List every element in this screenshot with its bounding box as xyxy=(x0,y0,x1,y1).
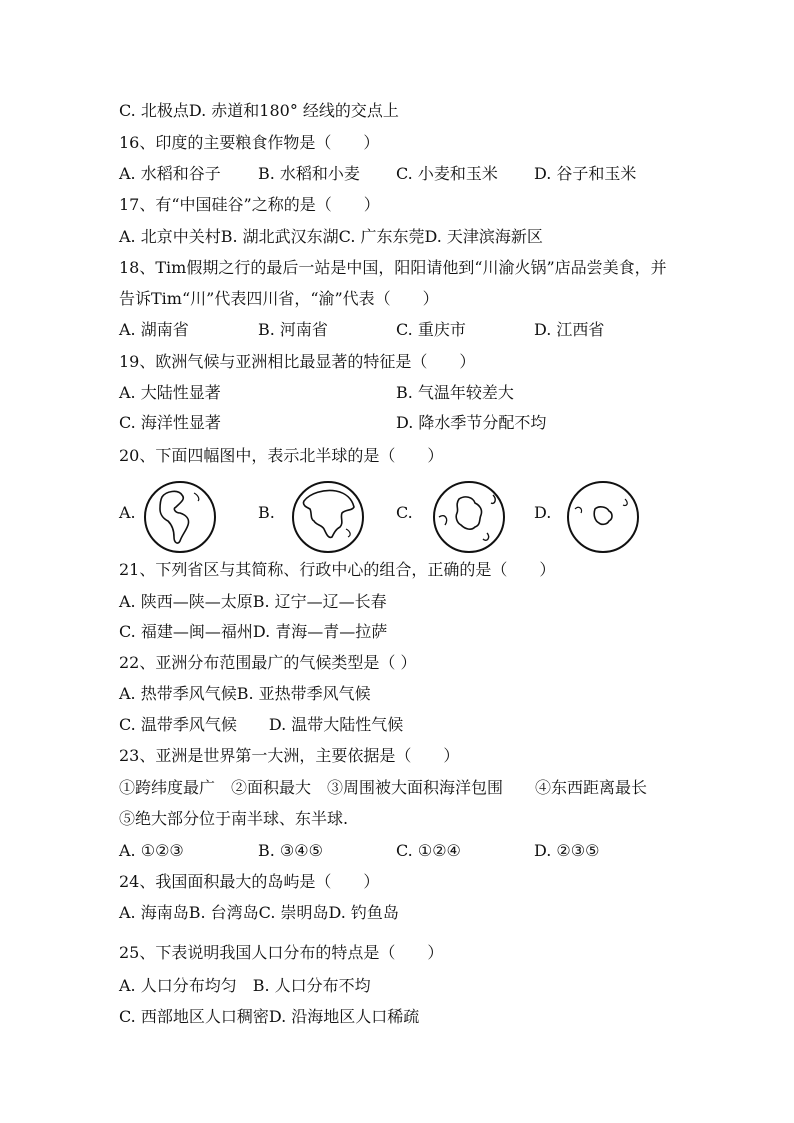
q19-stem: 19、欧洲气候与亚洲相比最显著的特征是（ ） xyxy=(119,352,476,371)
q18-option-c: C. 重庆市 xyxy=(396,320,466,339)
q23-choices-line2: ⑤绝大部分位于南半球、东半球. xyxy=(119,809,349,828)
q16-stem: 16、印度的主要粮食作物是（ ） xyxy=(119,133,380,152)
q25-stem: 25、下表说明我国人口分布的特点是（ ） xyxy=(119,943,444,962)
q18-stem-line2: 告诉Tim“川”代表四川省，“渝”代表（ ） xyxy=(119,289,439,308)
q17-stem: 17、有“中国硅谷”之称的是（ ） xyxy=(119,195,380,214)
q16-option-a: A. 水稻和谷子 xyxy=(119,164,221,183)
globe-americas-icon xyxy=(142,479,218,555)
globe-south-pole-small-icon xyxy=(565,479,641,555)
q22-options-line1: A. 热带季风气候B. 亚热带季风气候 xyxy=(119,684,371,703)
q18-stem-line1: 18、Tim假期之行的最后一站是中国，阳阳请他到“川渝火锅”店品尝美食，并 xyxy=(119,258,667,277)
q24-stem: 24、我国面积最大的岛屿是（ ） xyxy=(119,872,380,891)
q21-options-line1: A. 陕西—陕—太原B. 辽宁—辽—长春 xyxy=(119,592,387,611)
q25-options-line1: A. 人口分布均匀 B. 人口分布不均 xyxy=(119,976,371,995)
q23-option-d: D. ②③⑤ xyxy=(534,841,600,860)
q18-option-b: B. 河南省 xyxy=(258,320,328,339)
q21-stem: 21、下列省区与其简称、行政中心的组合，正确的是（ ） xyxy=(119,560,556,579)
q19-option-d: D. 降水季节分配不均 xyxy=(396,413,547,432)
q19-option-b: B. 气温年较差大 xyxy=(396,383,514,402)
q16-option-d: D. 谷子和玉米 xyxy=(534,164,637,183)
q20-option-c-label: C. xyxy=(396,503,413,522)
q24-options: A. 海南岛B. 台湾岛C. 崇明岛D. 钓鱼岛 xyxy=(119,903,399,922)
q23-option-b: B. ③④⑤ xyxy=(258,841,323,860)
q18-option-d: D. 江西省 xyxy=(534,320,605,339)
q16-option-c: C. 小麦和玉米 xyxy=(396,164,498,183)
q21-options-line2: C. 福建—闽—福州D. 青海—青—拉萨 xyxy=(119,622,388,641)
q18-option-a: A. 湖南省 xyxy=(119,320,189,339)
q23-option-c: C. ①②④ xyxy=(396,841,461,860)
q20-option-d-label: D. xyxy=(534,503,552,522)
q19-option-c: C. 海洋性显著 xyxy=(119,413,221,432)
globe-africa-eurasia-icon xyxy=(290,479,366,555)
globe-south-pole-icon xyxy=(431,479,507,555)
q23-option-a: A. ①②③ xyxy=(119,841,184,860)
q22-options-line2: C. 温带季风气候 D. 温带大陆性气候 xyxy=(119,715,404,734)
q23-stem: 23、亚洲是世界第一大洲，主要依据是（ ） xyxy=(119,746,460,765)
q17-options: A. 北京中关村B. 湖北武汉东湖C. 广东东莞D. 天津滨海新区 xyxy=(119,227,543,246)
q20-stem: 20、下面四幅图中，表示北半球的是（ ） xyxy=(119,446,444,465)
q19-option-a: A. 大陆性显著 xyxy=(119,383,221,402)
q23-choices-line1: ①跨纬度最广 ②面积最大 ③周围被大面积海洋包围 ④东西距离最长 xyxy=(119,778,648,797)
q15-options-tail: C. 北极点D. 赤道和180° 经线的交点上 xyxy=(119,101,399,120)
q16-option-b: B. 水稻和小麦 xyxy=(258,164,360,183)
q25-options-line2: C. 西部地区人口稠密D. 沿海地区人口稀疏 xyxy=(119,1007,420,1026)
q22-stem: 22、亚洲分布范围最广的气候类型是（ ） xyxy=(119,653,417,672)
q20-option-b-label: B. xyxy=(258,503,275,522)
q20-option-a-label: A. xyxy=(119,503,136,522)
